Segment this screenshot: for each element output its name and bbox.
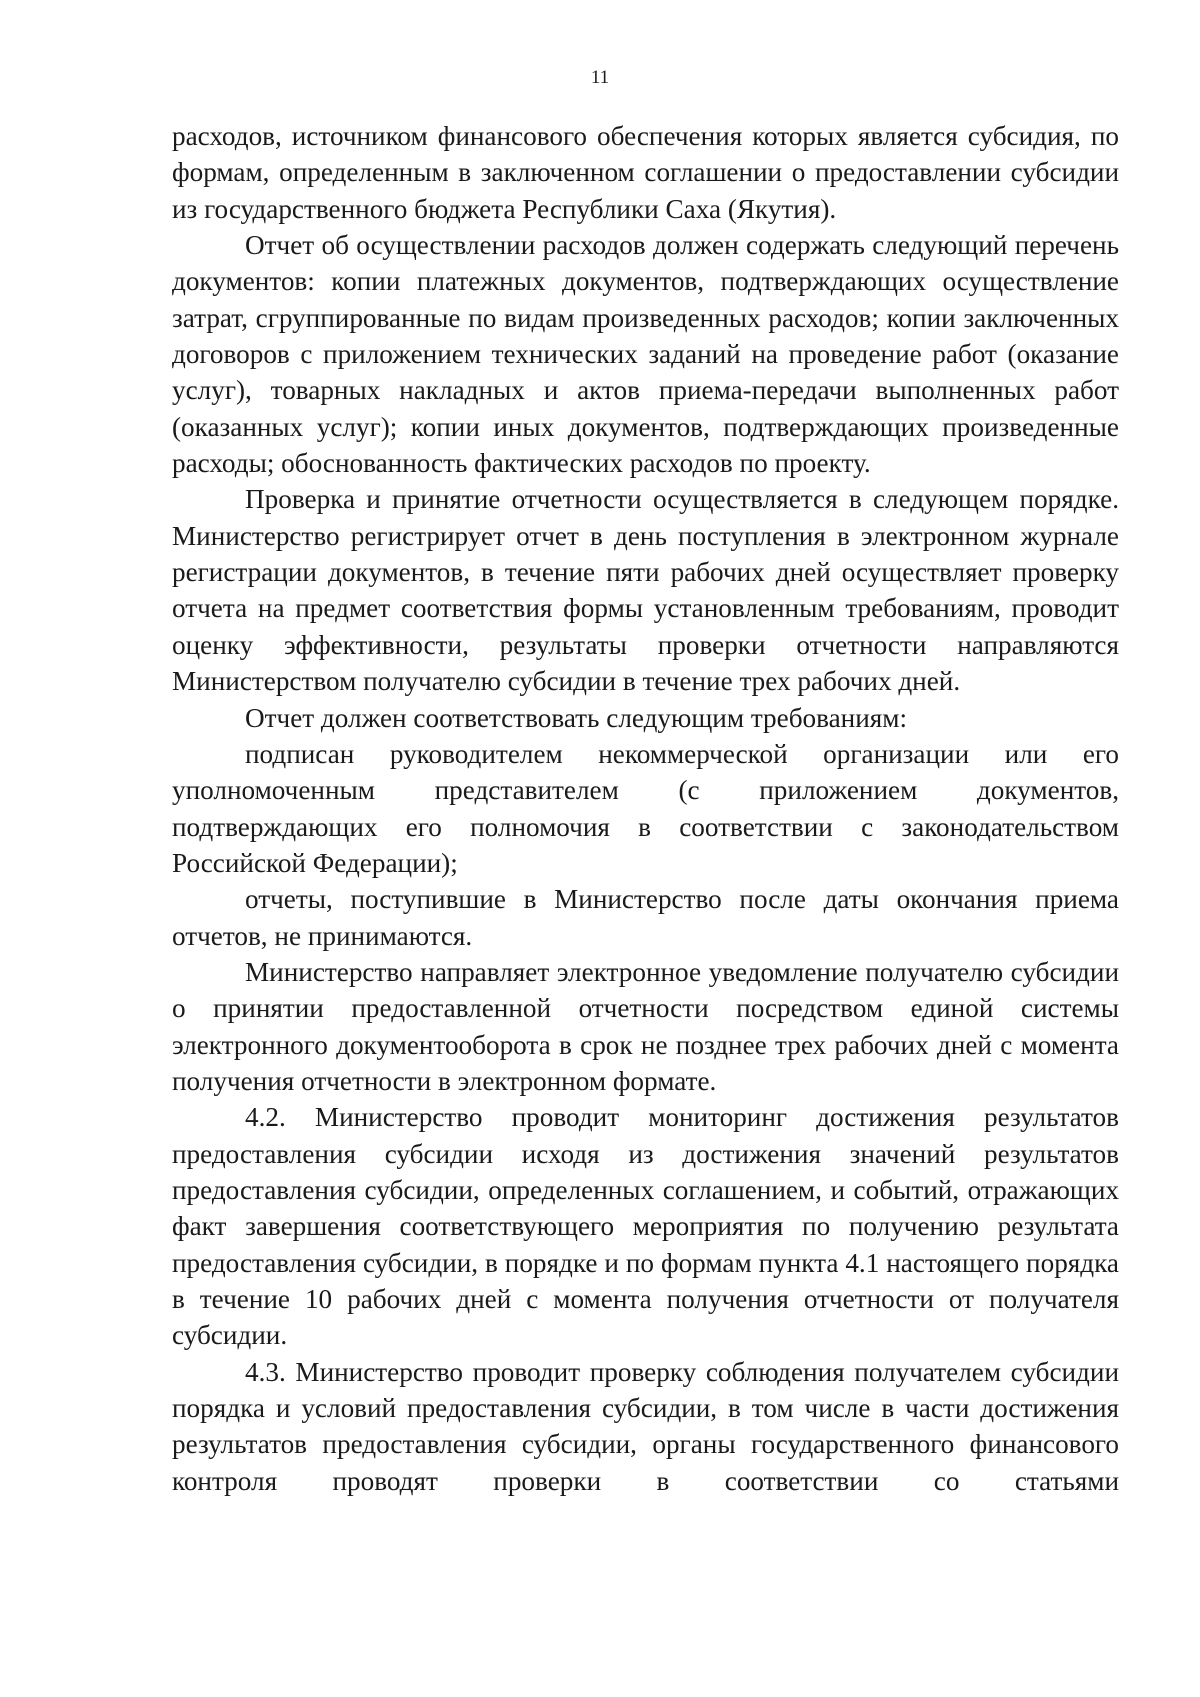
paragraph-report-contents: Отчет об осуществлении расходов должен содержать следующий перечень документов: копии платежных документов, подтверждающих осуществление затрат, сгруппированные по видам произведенных расходов; копии заключенных договоров с приложением технических заданий на проведение работ (оказание услуг), товарных накладных и актов приема-передачи выполненных работ (оказанных услуг); копии иных документов, подтверждающих произведенные расходы; обоснованность фактических расходов по проекту. (172, 230, 1119, 479)
paragraph-report-verification: Проверка и принятие отчетности осуществляется в следующем порядке. Министерство регистрирует отчет в день поступления в электронном журнале регистрации документов, в течение пяти рабочих дней осуществляет проверку отчета на предмет соответствия формы установленным требованиям, проводит оценку эффективности, результаты проверки отчетности направляются Министерством получателю субсидии в течение трех рабочих дней. (172, 484, 1119, 697)
document-body (172, 118, 1119, 1499)
paragraph-report-requirements: Отчет должен соответствовать следующим требованиям: (245, 702, 908, 733)
paragraph-section-4-3: 4.3. Министерство проводит проверку соблюдения получателем субсидии порядка и условий предоставления субсидии, в том числе в части достижения результатов предоставления субсидии, органы государственного финансового контроля проводят проверки в соответствии со статьями (172, 1356, 1119, 1496)
paragraph-notification: Министерство направляет электронное уведомление получателю субсидии о принятии предоставленной отчетности посредством единой системы электронного документооборота в срок не позднее трех рабочих дней с момента получения отчетности в электронном формате. (172, 956, 1119, 1096)
paragraph-requirement-deadline: отчеты, поступившие в Министерство после даты окончания приема отчетов, не принимаются. (172, 884, 1119, 951)
paragraph-section-4-2: 4.2. Министерство проводит мониторинг достижения результатов предоставления субсидии исходя из достижения значений результатов предоставления субсидии, определенных соглашением, и событий, отражающих факт завершения соответствующего мероприятия по получению результата предоставления субсидии, в порядке и по формам пункта 4.1 настоящего порядка в течение 10 рабочих дней с момента получения отчетности от получателя субсидии. (172, 1102, 1119, 1351)
paragraph-requirement-signed: подписан руководителем некоммерческой организации или его уполномоченным представителем (с приложением документов, подтверждающих его полномочия в соответствии с законодательством Российской Федерации); (172, 738, 1119, 878)
page-number: 11 (590, 67, 610, 88)
paragraph-continuation: расходов, источником финансового обеспечения которых является субсидия, по формам, определенным в заключенном соглашении о предоставлении субсидии из государственного бюджета Республики Саха (Якутия). (172, 121, 1119, 224)
